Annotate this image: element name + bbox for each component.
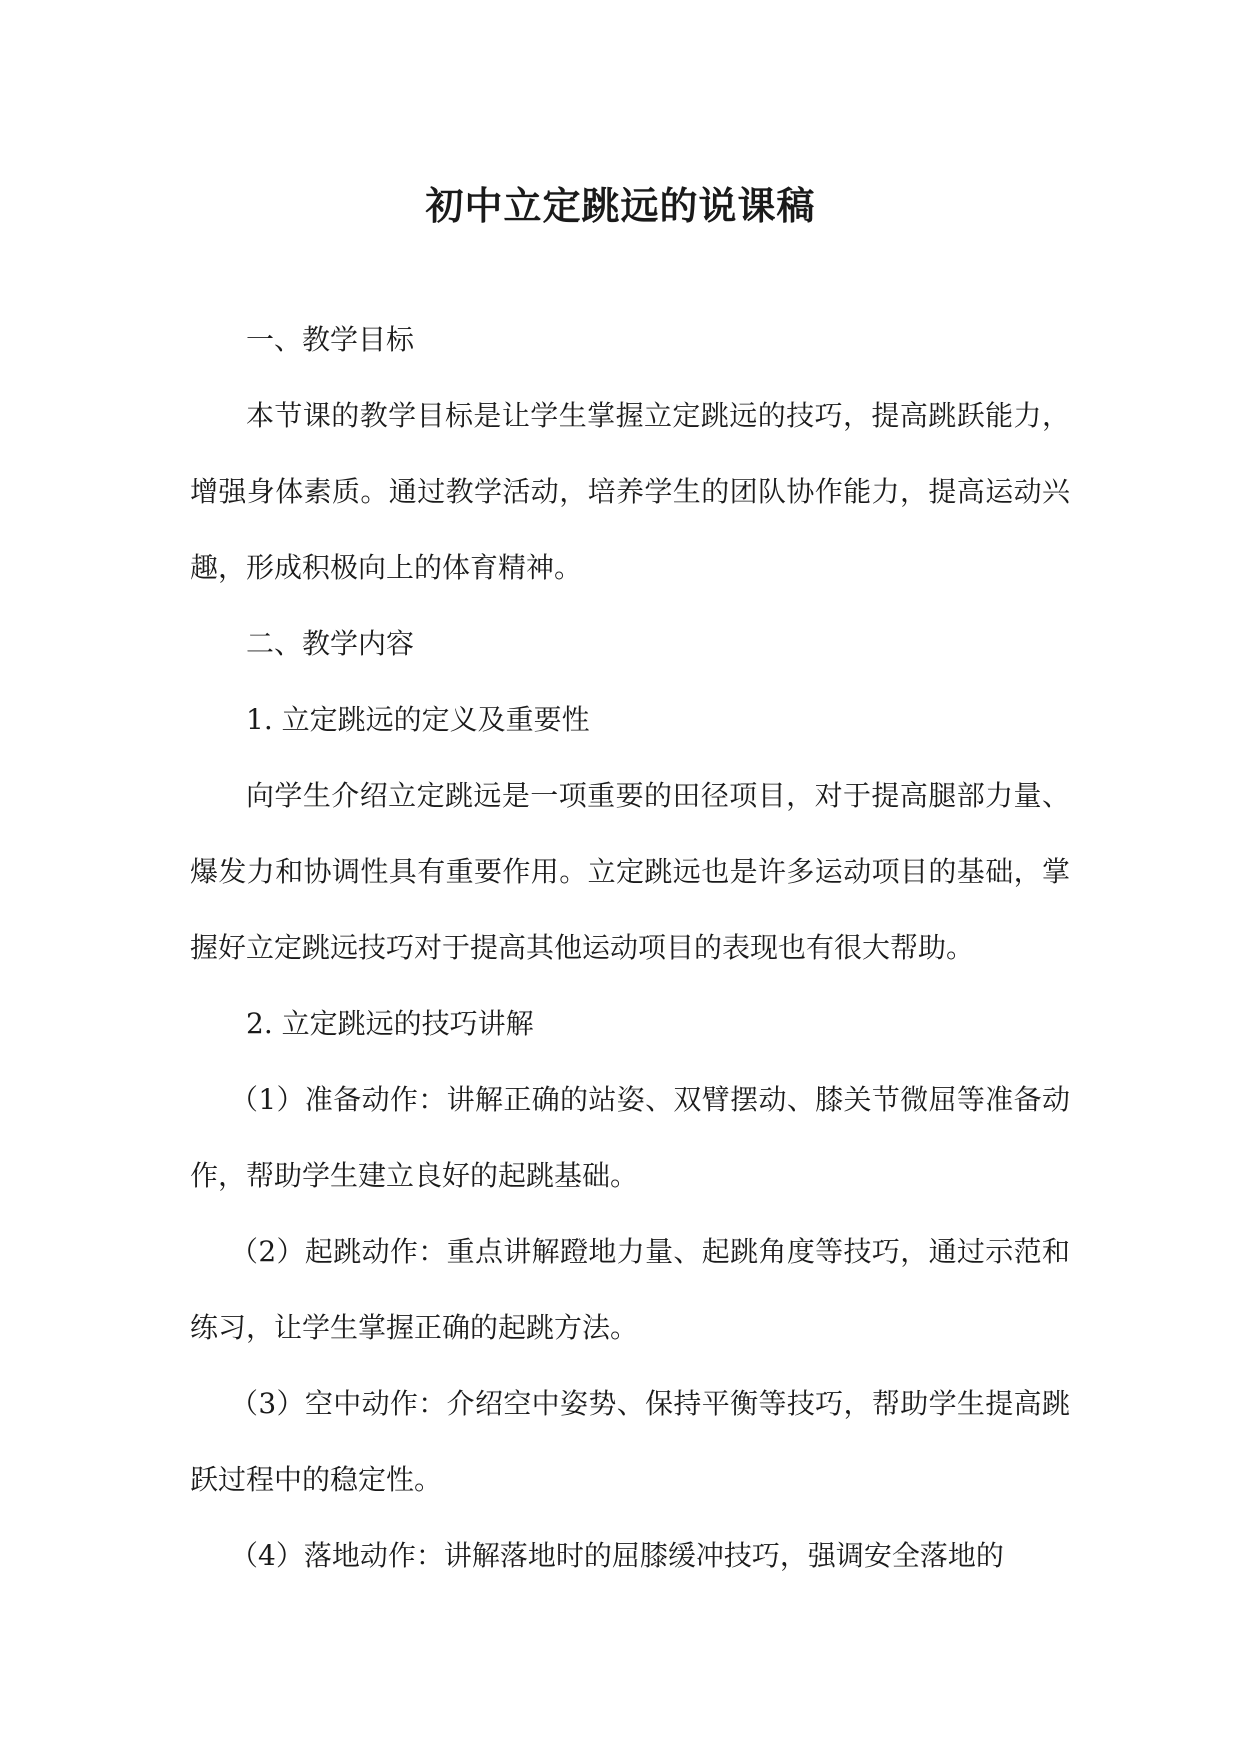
item-takeoff: （2）起跳动作：重点讲解蹬地力量、起跳角度等技巧，通过示范和练习，让学生掌握正确的起跳方法。	[190, 1235, 1070, 1344]
document-title: 初中立定跳远的说课稿	[425, 183, 816, 228]
section-heading-content: 二、教学内容	[246, 627, 415, 660]
subheading-definition: 1. 立定跳远的定义及重要性	[246, 703, 590, 736]
item-preparation: （1）准备动作：讲解正确的站姿、双臂摆动、膝关节微屈等准备动作，帮助学生建立良好的起跳基础。	[190, 1083, 1070, 1192]
paragraph-objectives: 本节课的教学目标是让学生掌握立定跳远的技巧，提高跳跃能力，增强身体素质。通过教学活动，培养学生的团队协作能力，提高运动兴趣，形成积极向上的体育精神。	[190, 399, 1070, 584]
document-body	[190, 302, 1070, 1594]
subheading-technique: 2. 立定跳远的技巧讲解	[246, 1007, 534, 1040]
item-airborne: （3）空中动作：介绍空中姿势、保持平衡等技巧，帮助学生提高跳跃过程中的稳定性。	[190, 1387, 1070, 1496]
item-landing: （4）落地动作：讲解落地时的屈膝缓冲技巧，强调安全落地的	[230, 1539, 1004, 1572]
paragraph-definition: 向学生介绍立定跳远是一项重要的田径项目，对于提高腿部力量、爆发力和协调性具有重要作用。立定跳远也是许多运动项目的基础，掌握好立定跳远技巧对于提高其他运动项目的表现也有很大帮助。	[190, 779, 1070, 964]
section-heading-objectives: 一、教学目标	[246, 323, 415, 356]
